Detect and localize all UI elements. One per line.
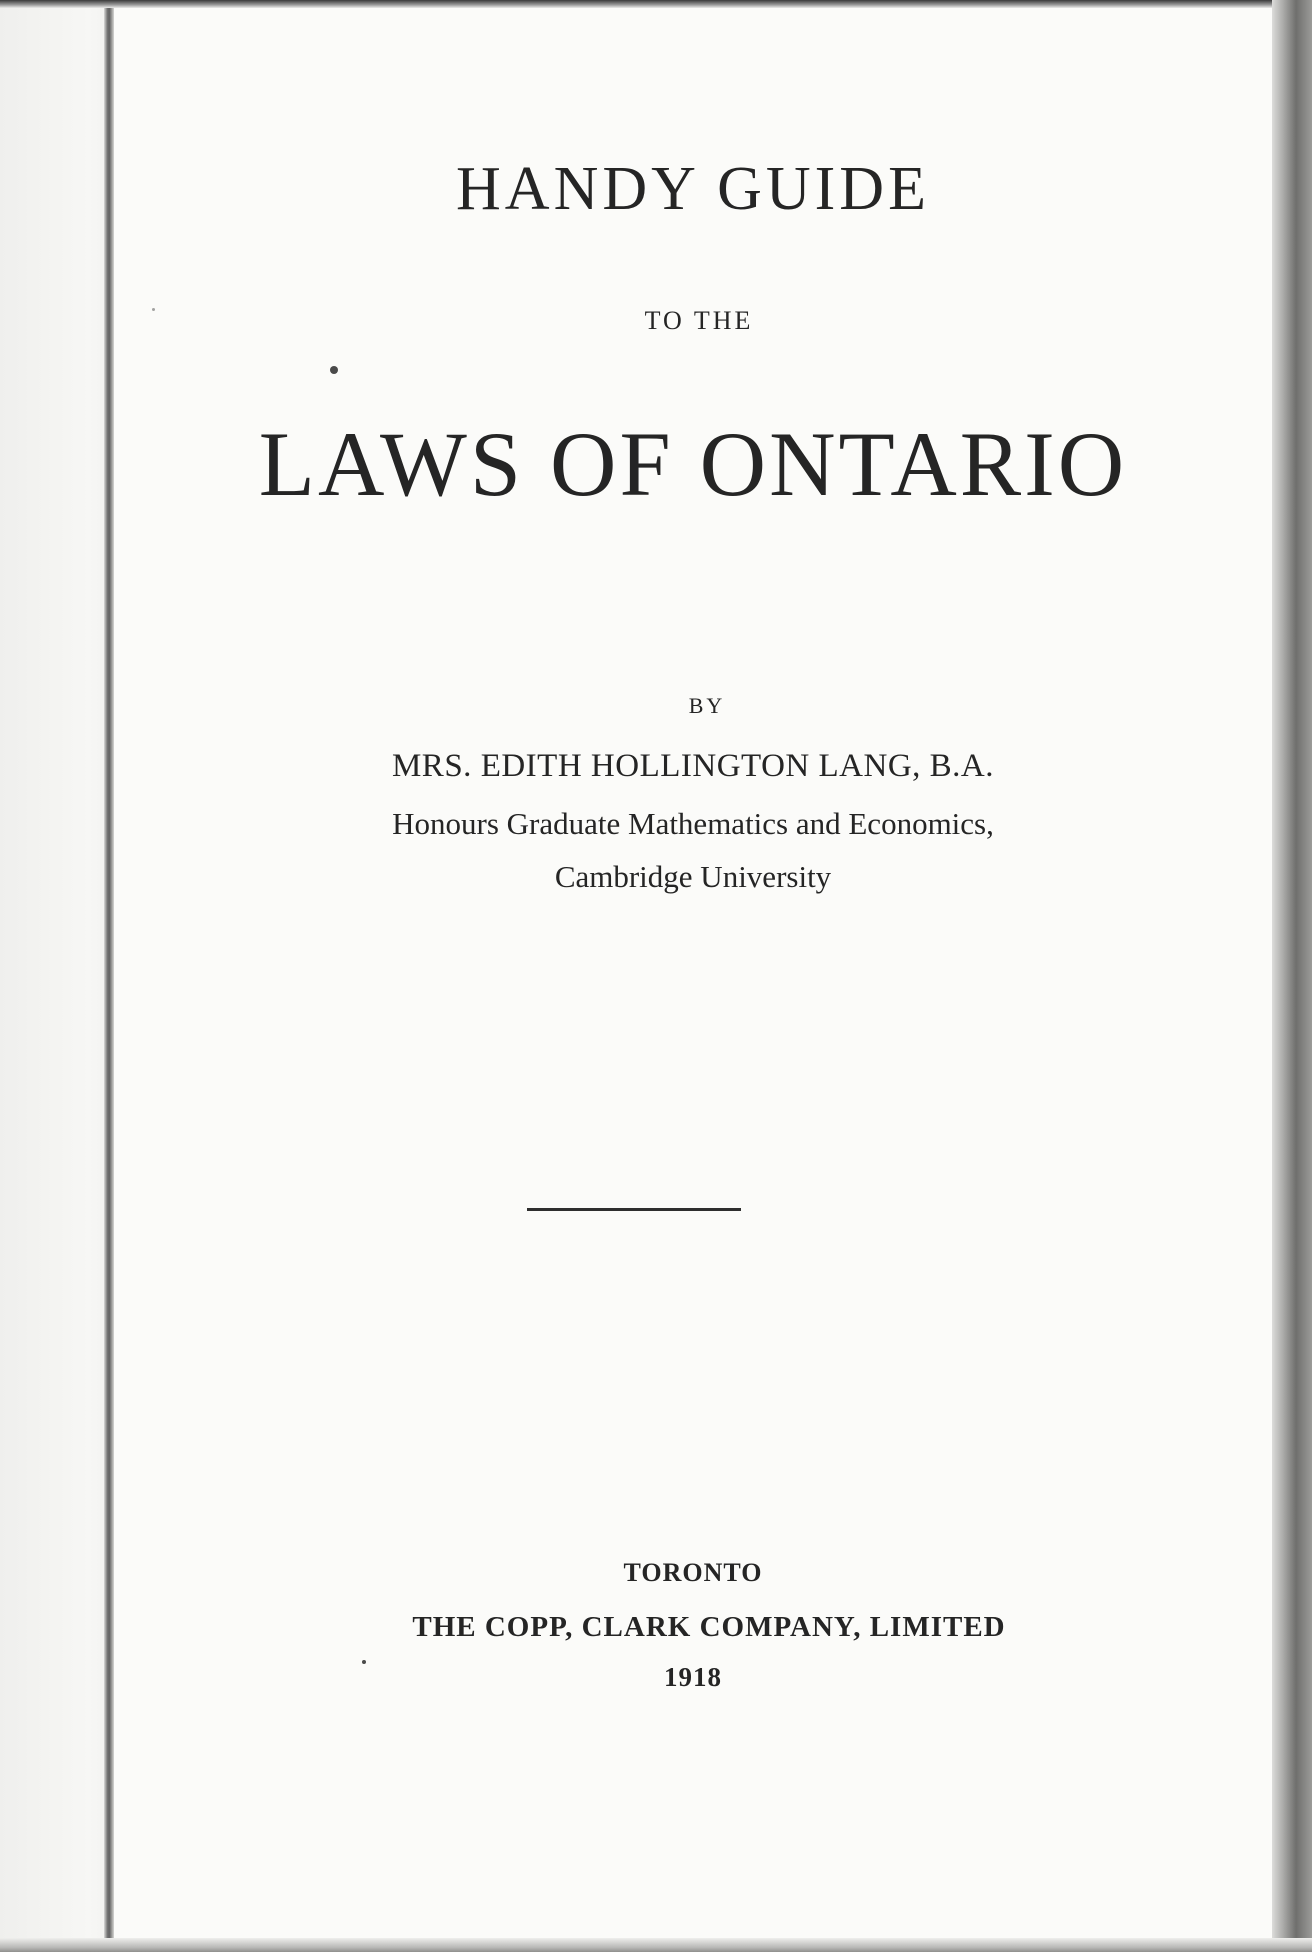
- author-prefix: MRS.: [391, 748, 472, 784]
- divider-rule: [527, 1208, 741, 1211]
- book-title-connector: TO THE: [644, 306, 754, 335]
- binding-shadow: [104, 0, 114, 1952]
- author-credential: Honours Graduate Mathematics and Economics,: [392, 806, 994, 841]
- imprint-publisher: THE COPP, CLARK COMPANY, LIMITED: [412, 1611, 1006, 1643]
- ink-speck: [152, 308, 155, 311]
- book-title-line-2: LAWS OF ONTARIO: [258, 413, 1128, 515]
- ink-speck: [362, 1660, 366, 1664]
- author-name: EDITH HOLLINGTON LANG, B.A.: [480, 748, 995, 784]
- book-title-line-1: HANDY GUIDE: [456, 155, 930, 223]
- right-page-edge: [1272, 0, 1312, 1952]
- author-line: [114, 750, 1272, 783]
- binding-gutter: [0, 0, 112, 1952]
- by-line: BY: [688, 693, 726, 718]
- author-university: Cambridge University: [554, 859, 832, 894]
- bottom-edge: [0, 1938, 1312, 1952]
- imprint-year: 1918: [664, 1662, 722, 1692]
- top-edge: [0, 0, 1312, 8]
- title-page: [114, 8, 1272, 1938]
- ink-speck: [330, 366, 338, 374]
- imprint-city: TORONTO: [623, 1558, 763, 1587]
